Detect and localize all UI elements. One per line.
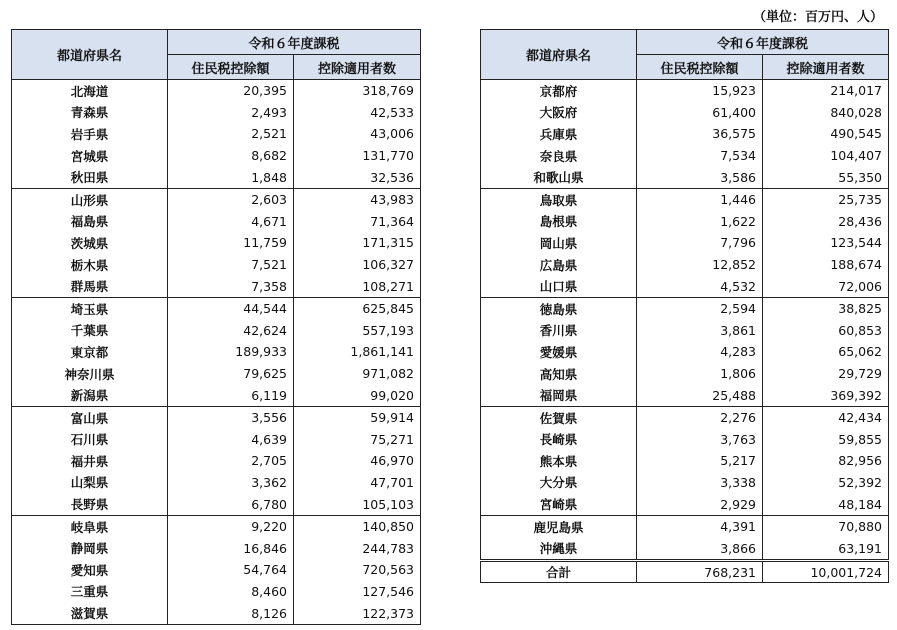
prefecture-name: 宮崎県 [481, 493, 637, 515]
total-label: 合計 [481, 561, 637, 583]
header-prefecture: 都道府県名 [12, 30, 168, 80]
deduction-amount: 2,705 [168, 450, 294, 472]
header-applicants: 控除適用者数 [294, 55, 421, 80]
table-row [12, 559, 421, 581]
header-deduction: 住民税控除額 [637, 55, 763, 80]
deduction-amount: 7,521 [168, 254, 294, 276]
deduction-amount: 3,861 [637, 320, 763, 342]
prefecture-name: 佐賀県 [481, 406, 637, 428]
applicant-count: 70,880 [763, 515, 889, 537]
prefecture-name: 和歌山県 [481, 166, 637, 188]
applicant-count: 47,701 [294, 472, 421, 494]
prefecture-name: 徳島県 [481, 297, 637, 319]
table-row [12, 211, 421, 233]
applicant-count: 60,853 [763, 320, 889, 342]
deduction-amount: 44,544 [168, 297, 294, 319]
prefecture-name: 愛媛県 [481, 341, 637, 363]
table-row [12, 80, 421, 102]
prefecture-name: 大阪府 [481, 102, 637, 124]
prefecture-name: 熊本県 [481, 450, 637, 472]
prefecture-name: 鹿児島県 [481, 515, 637, 537]
table-row [481, 102, 889, 124]
deduction-amount: 20,395 [168, 80, 294, 102]
table-row [481, 384, 889, 406]
table-row [12, 472, 421, 494]
applicant-count: 106,327 [294, 254, 421, 276]
applicant-count: 32,536 [294, 166, 421, 188]
deduction-amount: 4,283 [637, 341, 763, 363]
table-body-left [12, 80, 421, 625]
table-row [12, 145, 421, 167]
table-row [12, 450, 421, 472]
applicant-count: 214,017 [763, 80, 889, 102]
prefecture-table-left [11, 29, 421, 625]
table-row [12, 188, 421, 210]
header-year: 令和６年度課税 [637, 30, 889, 55]
prefecture-name: 秋田県 [12, 166, 168, 188]
applicant-count: 131,770 [294, 145, 421, 167]
prefecture-name: 長野県 [12, 493, 168, 515]
applicant-count: 63,191 [763, 537, 889, 560]
prefecture-name: 群馬県 [12, 275, 168, 297]
applicant-count: 971,082 [294, 363, 421, 385]
table-row [12, 320, 421, 342]
prefecture-name: 福岡県 [481, 384, 637, 406]
prefecture-name: 新潟県 [12, 384, 168, 406]
deduction-amount: 3,556 [168, 406, 294, 428]
applicant-count: 42,434 [763, 406, 889, 428]
table-row [12, 429, 421, 451]
deduction-amount: 15,923 [637, 80, 763, 102]
applicant-count: 369,392 [763, 384, 889, 406]
deduction-amount: 4,671 [168, 211, 294, 233]
deduction-amount: 11,759 [168, 232, 294, 254]
prefecture-name: 高知県 [481, 363, 637, 385]
header-prefecture: 都道府県名 [481, 30, 637, 80]
applicant-count: 43,983 [294, 188, 421, 210]
deduction-amount: 25,488 [637, 384, 763, 406]
applicant-count: 71,364 [294, 211, 421, 233]
table-row [12, 537, 421, 559]
deduction-amount: 12,852 [637, 254, 763, 276]
applicant-count: 75,271 [294, 429, 421, 451]
prefecture-name: 三重県 [12, 581, 168, 603]
prefecture-name: 福島県 [12, 211, 168, 233]
applicant-count: 171,315 [294, 232, 421, 254]
deduction-amount: 3,763 [637, 429, 763, 451]
prefecture-name: 島根県 [481, 211, 637, 233]
applicant-count: 188,674 [763, 254, 889, 276]
table-row [481, 341, 889, 363]
prefecture-name: 沖縄県 [481, 537, 637, 560]
table-row [12, 581, 421, 603]
deduction-amount: 42,624 [168, 320, 294, 342]
applicant-count: 59,914 [294, 406, 421, 428]
applicant-count: 108,271 [294, 275, 421, 297]
applicant-count: 490,545 [763, 123, 889, 145]
prefecture-name: 神奈川県 [12, 363, 168, 385]
applicant-count: 43,006 [294, 123, 421, 145]
applicant-count: 840,028 [763, 102, 889, 124]
table-row [481, 320, 889, 342]
table-row [481, 80, 889, 102]
table-row [481, 232, 889, 254]
deduction-amount: 7,796 [637, 232, 763, 254]
prefecture-name: 青森県 [12, 102, 168, 124]
table-row [12, 232, 421, 254]
table-row [12, 384, 421, 406]
prefecture-name: 福井県 [12, 450, 168, 472]
prefecture-name: 埼玉県 [12, 297, 168, 319]
header-deduction: 住民税控除額 [168, 55, 294, 80]
header-year: 令和６年度課税 [168, 30, 421, 55]
prefecture-name: 山口県 [481, 275, 637, 297]
prefecture-table-right [480, 29, 889, 583]
prefecture-name: 東京都 [12, 341, 168, 363]
prefecture-name: 鳥取県 [481, 188, 637, 210]
prefecture-name: 香川県 [481, 320, 637, 342]
applicant-count: 1,861,141 [294, 341, 421, 363]
deduction-amount: 6,780 [168, 493, 294, 515]
applicant-count: 28,436 [763, 211, 889, 233]
prefecture-name: 茨城県 [12, 232, 168, 254]
table-row [481, 515, 889, 537]
unit-note: （単位：百万円、人） [752, 10, 883, 25]
prefecture-name: 岐阜県 [12, 515, 168, 537]
applicant-count: 55,350 [763, 166, 889, 188]
deduction-amount: 7,534 [637, 145, 763, 167]
deduction-amount: 9,220 [168, 515, 294, 537]
deduction-amount: 1,806 [637, 363, 763, 385]
deduction-amount: 6,119 [168, 384, 294, 406]
prefecture-name: 千葉県 [12, 320, 168, 342]
deduction-amount: 3,866 [637, 537, 763, 560]
deduction-amount: 1,446 [637, 188, 763, 210]
table-row [481, 211, 889, 233]
deduction-amount: 5,217 [637, 450, 763, 472]
applicant-count: 72,006 [763, 275, 889, 297]
prefecture-name: 京都府 [481, 80, 637, 102]
deduction-amount: 2,493 [168, 102, 294, 124]
table-row [12, 123, 421, 145]
deduction-amount: 3,586 [637, 166, 763, 188]
header-applicants: 控除適用者数 [763, 55, 889, 80]
deduction-amount: 2,594 [637, 297, 763, 319]
applicant-count: 318,769 [294, 80, 421, 102]
prefecture-name: 静岡県 [12, 537, 168, 559]
table-row [481, 363, 889, 385]
prefecture-name: 岩手県 [12, 123, 168, 145]
applicant-count: 82,956 [763, 450, 889, 472]
prefecture-name: 山梨県 [12, 472, 168, 494]
deduction-amount: 3,338 [637, 472, 763, 494]
table-row [12, 515, 421, 537]
deduction-amount: 768,231 [637, 561, 763, 583]
deduction-amount: 79,625 [168, 363, 294, 385]
applicant-count: 122,373 [294, 602, 421, 624]
applicant-count: 720,563 [294, 559, 421, 581]
prefecture-name: 広島県 [481, 254, 637, 276]
table-row [481, 450, 889, 472]
applicant-count: 65,062 [763, 341, 889, 363]
table-row [12, 254, 421, 276]
table-body-right [481, 80, 889, 583]
deduction-amount: 8,460 [168, 581, 294, 603]
applicant-count: 59,855 [763, 429, 889, 451]
deduction-amount: 1,848 [168, 166, 294, 188]
table-row [481, 297, 889, 319]
applicant-count: 38,825 [763, 297, 889, 319]
applicant-count: 25,735 [763, 188, 889, 210]
deduction-amount: 36,575 [637, 123, 763, 145]
table-row [481, 537, 889, 560]
applicant-count: 48,184 [763, 493, 889, 515]
deduction-amount: 61,400 [637, 102, 763, 124]
table-row [481, 429, 889, 451]
deduction-amount: 2,521 [168, 123, 294, 145]
table-row [12, 363, 421, 385]
applicant-count: 42,533 [294, 102, 421, 124]
table-row [481, 406, 889, 428]
table-row [12, 406, 421, 428]
table-row [481, 275, 889, 297]
table-row [481, 166, 889, 188]
deduction-amount: 4,639 [168, 429, 294, 451]
prefecture-name: 奈良県 [481, 145, 637, 167]
table-row [12, 341, 421, 363]
deduction-amount: 4,532 [637, 275, 763, 297]
deduction-amount: 8,682 [168, 145, 294, 167]
prefecture-name: 兵庫県 [481, 123, 637, 145]
deduction-amount: 2,276 [637, 406, 763, 428]
deduction-amount: 54,764 [168, 559, 294, 581]
table-row [12, 602, 421, 624]
deduction-amount: 7,358 [168, 275, 294, 297]
table-row [481, 493, 889, 515]
prefecture-name: 石川県 [12, 429, 168, 451]
applicant-count: 625,845 [294, 297, 421, 319]
applicant-count: 99,020 [294, 384, 421, 406]
deduction-amount: 2,603 [168, 188, 294, 210]
applicant-count: 123,544 [763, 232, 889, 254]
table-row [12, 102, 421, 124]
prefecture-name: 滋賀県 [12, 602, 168, 624]
table-row [481, 188, 889, 210]
applicant-count: 104,407 [763, 145, 889, 167]
prefecture-name: 栃木県 [12, 254, 168, 276]
table-row [481, 123, 889, 145]
applicant-count: 127,546 [294, 581, 421, 603]
applicant-count: 46,970 [294, 450, 421, 472]
applicant-count: 105,103 [294, 493, 421, 515]
prefecture-name: 長崎県 [481, 429, 637, 451]
applicant-count: 140,850 [294, 515, 421, 537]
deduction-amount: 1,622 [637, 211, 763, 233]
table-row [12, 297, 421, 319]
table-row [481, 472, 889, 494]
total-row [481, 561, 889, 583]
deduction-amount: 16,846 [168, 537, 294, 559]
table-row [481, 145, 889, 167]
deduction-amount: 4,391 [637, 515, 763, 537]
deduction-amount: 8,126 [168, 602, 294, 624]
prefecture-name: 山形県 [12, 188, 168, 210]
applicant-count: 10,001,724 [763, 561, 889, 583]
prefecture-name: 北海道 [12, 80, 168, 102]
deduction-amount: 2,929 [637, 493, 763, 515]
table-row [12, 166, 421, 188]
applicant-count: 29,729 [763, 363, 889, 385]
applicant-count: 557,193 [294, 320, 421, 342]
deduction-amount: 3,362 [168, 472, 294, 494]
prefecture-name: 宮城県 [12, 145, 168, 167]
prefecture-name: 岡山県 [481, 232, 637, 254]
table-row [12, 493, 421, 515]
prefecture-name: 大分県 [481, 472, 637, 494]
prefecture-name: 愛知県 [12, 559, 168, 581]
table-row [12, 275, 421, 297]
applicant-count: 52,392 [763, 472, 889, 494]
applicant-count: 244,783 [294, 537, 421, 559]
table-row [481, 254, 889, 276]
deduction-amount: 189,933 [168, 341, 294, 363]
prefecture-name: 富山県 [12, 406, 168, 428]
